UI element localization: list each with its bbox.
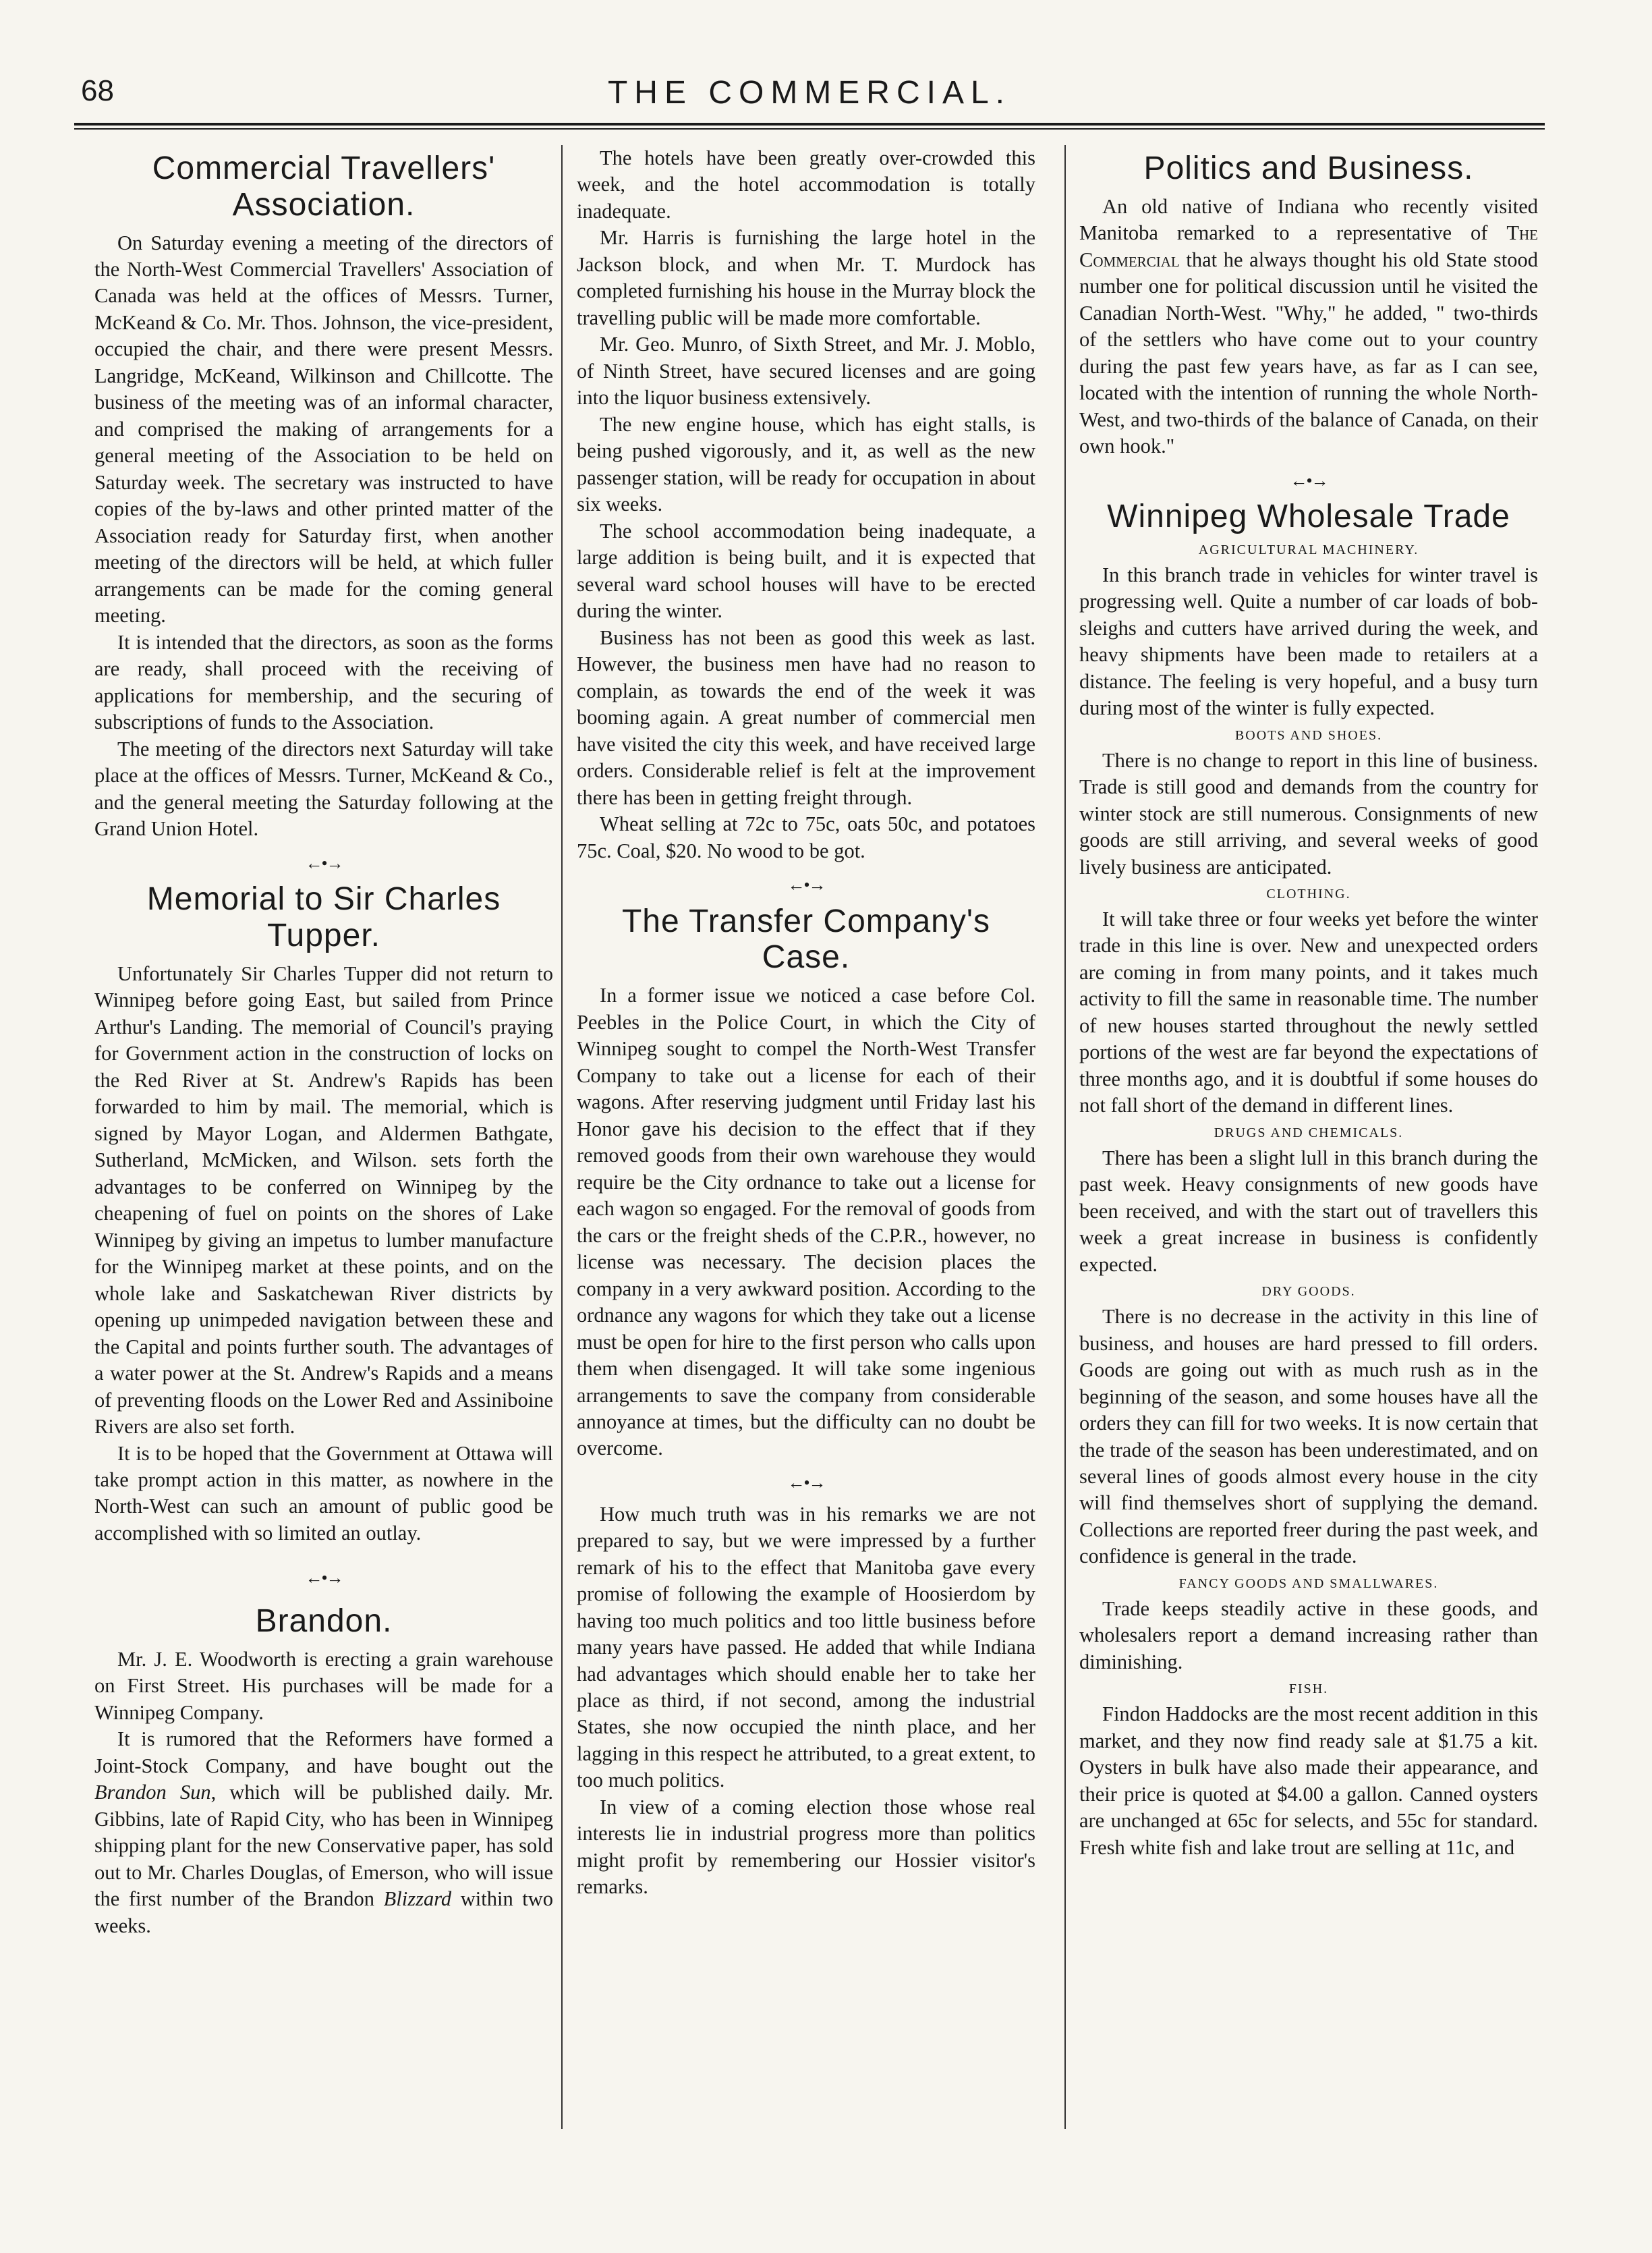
newspaper-title: Blizzard [383, 1887, 452, 1911]
paragraph: There is no decrease in the activity in this line of business, and houses are hard pressed to fill orders. Goods are going out with as much rush as in the beginning of the season, and some houses have all the orders they can fill for two weeks. It is now certain that the trade of the season has been underestimated, and on several lines of goods almost every house in the city will find themselves short of supplying the demand. Collections are reported freer during the past week, and confidence is general in the trade. [1079, 1305, 1538, 1568]
masthead: THE COMMERCIAL. [607, 75, 1012, 111]
separator-ornament: ←•→ [787, 875, 825, 895]
paragraph: An old native of Indiana who recently visited Manitoba remarked to a representative of The Commercial that he always thought his old State stood number one for political discussion until he visited the Canadian North-West. "Why," he added, " two-thirds of the settlers who have come out to your country during the past few years have, as far as I can see, located with the intention of running the whole North-West, and two-thirds of the balance of Canada, on their own hook." [1079, 194, 1538, 458]
article-headline: Memorial to Sir Charles Tupper. [146, 881, 501, 954]
separator-ornament: ←•→ [1290, 470, 1328, 491]
section-subhead: FISH. [1288, 1681, 1329, 1697]
article-headline: Commercial Travellers' Association. [152, 150, 496, 223]
paragraph: Wheat selling at 72c to 75c, oats 50c, and potatoes 75c. Coal, $20. No wood to be got. [577, 812, 1035, 862]
article-headline: The Transfer Company's Case. [621, 903, 991, 976]
column-2 [577, 145, 1035, 1901]
paragraph: The school accommodation being inadequate, a large addition is being built, and it is expected that several ward school houses will have to be erected during the winter. [577, 519, 1035, 623]
paragraph: Mr. Geo. Munro, of Sixth Street, and Mr. J. Moblo, of Ninth Street, have secured licenses and are going into the liquor business extensively. [577, 333, 1035, 410]
paragraph: It is intended that the directors, as soon as the forms are ready, shall proceed with the receiving of applications for membership, and the securing of subscriptions of funds to the Association. [94, 630, 553, 734]
paragraph: The new engine house, which has eight stalls, is being pushed vigorously, and it, as well as the new passenger station, will be ready for occupation in about six weeks. [577, 412, 1035, 516]
article-headline: Politics and Business. [1143, 150, 1474, 186]
paragraph: Mr. Harris is furnishing the large hotel in the Jackson block, and when Mr. T. Murdock has completed furnishing his house in the Murray block the travelling public will be made more comfortable. [577, 226, 1035, 329]
paragraph: There has been a slight lull in this branch during the past week. Heavy consignments of new goods have been received, and with the start out of travellers this week a great increase in business is confidently expected. [1079, 1146, 1538, 1276]
section-subhead: CLOTHING. [1266, 887, 1351, 902]
paragraph: It is rumored that the Reformers have formed a Joint-Stock Company, and have bought out the Brandon Sun, which will be published daily. Mr. Gibbins, late of Rapid City, who has been in Winnipeg shipping plant for the new Conservative paper, has sold out to Mr. Charles Douglas, of Emerson, who will issue the first number of the Brandon Blizzard within two weeks. [94, 1727, 554, 1937]
section-subhead: FANCY GOODS AND SMALLWARES. [1178, 1576, 1439, 1591]
paragraph: In a former issue we noticed a case before Col. Peebles in the Police Court, in which the City of Winnipeg sought to compel the North-West Transfer Company to take out a license for each of their wagons. After reserving judgment until Friday last his Honor gave his decision to the effect that if they removed goods from their own warehouse they would require be the City ordnance to take out a license for each wagon so engaged. For the removal of goods from the cars or the freight sheds of the C.P.R., however, no license was necessary. The decision places the company in a very awkward position. According to the ordnance any wagons for which they take out a license must be open for hire to the first person who calls upon them when disengaged. It will take some ingenious arrangements to save the company from considerable annoyance at times, but the difficulty can no doubt be overcome. [577, 984, 1035, 1460]
column-1 [94, 145, 553, 1939]
column-divider [1064, 145, 1066, 2129]
paragraph: In view of a coming election those whose real interests lie in industrial progress more than politics might profit by remembering our Hossier visitor's remarks. [577, 1795, 1035, 1899]
paragraph: On Saturday evening a meeting of the directors of the North-West Commercial Travellers' Association of Canada was held at the offices of Messrs. Turner, McKeand & Co. Mr. Thos. Johnson, the vice-president, occupied the chair, and there were present Messrs. Langridge, McKeand, Wilkinson and Chillcotte. The business of the meeting was of an informal character, and comprised the making of arrangements for a general meeting of the Association to be held on Saturday week. The secretary was instructed to have copies of the by-laws and other printed matter of the Association ready for Saturday first, when another meeting of the directors will be held, at which fuller arrangements can be made for the coming general meeting. [94, 231, 553, 628]
header-rule [74, 123, 1545, 130]
paragraph: It will take three or four weeks yet before the winter trade in this line is over. New and unexpected orders are coming in from many points, and it takes much activity to fill the same in reasonable time. The number of new houses started throughout the newly settled portions of the west are far beyond the expectations of three months ago, and it is doubtful if some houses do not fall short of the demand in different lines. [1079, 908, 1538, 1117]
newspaper-title: The Commercial [1079, 221, 1538, 271]
paragraph: Mr. J. E. Woodworth is erecting a grain warehouse on First Street. His purchases will be made for a Winnipeg Company. [94, 1647, 553, 1724]
article-headline: Winnipeg Wholesale Trade [1107, 499, 1510, 535]
paragraph: There is no change to report in this line of business. Trade is still good and demands from the country for winter stock are still numerous. Consignments of new goods are still arriving, and several weeks of good lively business are anticipated. [1079, 748, 1538, 879]
paragraph: It is to be hoped that the Government at Ottawa will take prompt action in this matter, as nowhere in the North-West can such an amount of public good be accomplished with so limited an outlay. [94, 1441, 553, 1545]
paragraph: The hotels have been greatly over-crowded this week, and the hotel accommodation is totally inadequate. [577, 146, 1035, 223]
paragraph: Findon Haddocks are the most recent addition in this market, and they now find ready sale at $1.75 a kit. Oysters in bulk have also made their appearance, and their price is quoted at $4.00 a gallon. Canned oysters are unchanged at 65c for selects, and 55c for standard. Fresh white fish and lake trout are selling at 11c, and [1079, 1702, 1538, 1859]
separator-ornament: ←•→ [787, 1472, 825, 1493]
separator-ornament: ←•→ [305, 853, 343, 873]
page-header [74, 74, 1545, 115]
page-number: 68 [81, 74, 114, 107]
paragraph: Trade keeps steadily active in these goods, and wholesalers report a demand increasing rather than diminishing. [1079, 1596, 1538, 1673]
paragraph: Unfortunately Sir Charles Tupper did not return to Winnipeg before going East, but sailed from Prince Arthur's Landing. The memorial of Council's praying for Government action in the construction of locks on the Red River at St. Andrew's Rapids has been forwarded to him by mail. The memorial, which is signed by Mayor Logan, and Aldermen Bathgate, Sutherland, McMicken, and Wilson. sets forth the advantages to be conferred on Winnipeg by the cheapening of fuel on points on the shores of Lake Winnipeg by giving an impetus to lumber manufacture for the Winnipeg market at these points, and on the whole lake and Saskatchewan River districts by opening up unimpeded navigation between these and the Capital and points further south. The advantages of a water power at the St. Andrew's Rapids and a means of preventing floods on the Lower Red and Assiniboine Rivers are also set forth. [94, 962, 553, 1439]
column-divider [561, 145, 563, 2129]
article-headline: Brandon. [255, 1603, 393, 1640]
section-subhead: AGRICULTURAL MACHINERY. [1198, 543, 1419, 557]
newspaper-title: Brandon Sun [94, 1781, 211, 1804]
separator-ornament: ←•→ [305, 1568, 343, 1588]
paragraph: How much truth was in his remarks we are not prepared to say, but we were impressed by a further remark of his to the effect that Manitoba gave every promise of following the example of Hoosierdom by having too much politics and too little business before many years have passed. He added that while Indiana had advantages which should enable her to take her place as third, if not second, among the industrial States, she now occupied the ninth place, and her lagging in this respect he attributed, to a great extent, to too much politics. [577, 1502, 1035, 1792]
section-subhead: BOOTS AND SHOES. [1234, 727, 1383, 743]
section-subhead: DRUGS AND CHEMICALS. [1214, 1125, 1404, 1140]
paragraph: The meeting of the directors next Saturday will take place at the offices of Messrs. Turner, McKeand & Co., and the general meeting the Saturday following at the Grand Union Hotel. [94, 737, 553, 841]
paragraph: In this branch trade in vehicles for winter travel is progressing well. Quite a number of car loads of bob-sleighs and cutters have arrived during the week, and heavy shipments have been made to retailers at a distance. The feeling is very hopeful, and a busy turn during most of the winter is fully expected. [1079, 563, 1538, 720]
column-3 [1079, 145, 1538, 1861]
section-subhead: DRY GOODS. [1261, 1284, 1356, 1300]
paragraph: Business has not been as good this week as last. However, the business men have had no reason to complain, as towards the end of the week it was booming again. A great number of commercial men have visited the city this week, and have received large orders. Considerable relief is felt at the improvement there has been in getting freight through. [577, 625, 1035, 809]
